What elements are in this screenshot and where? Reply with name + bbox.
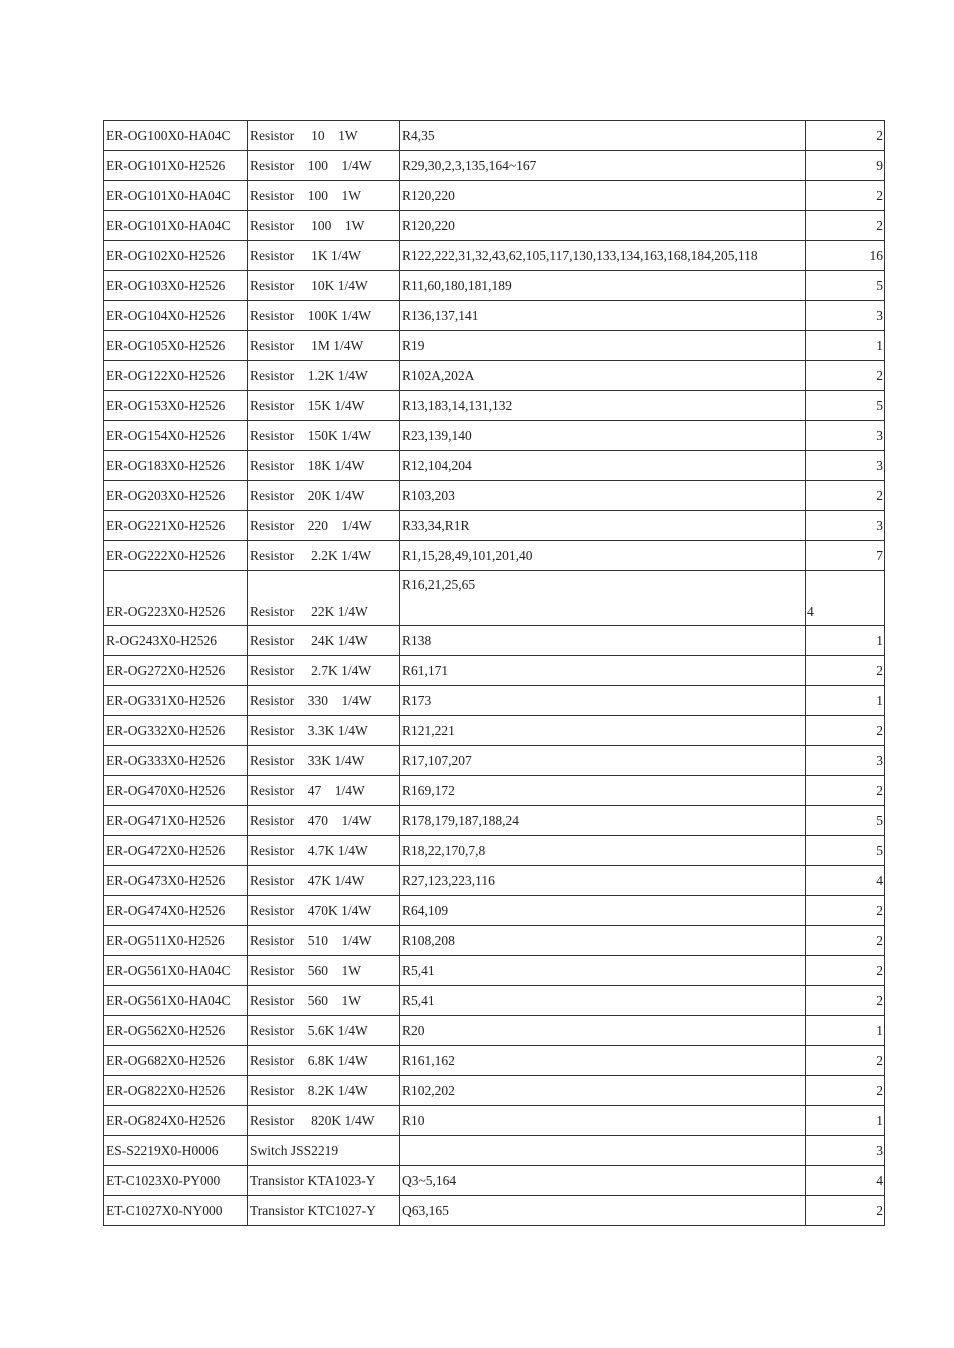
table-row xyxy=(104,1166,885,1196)
reference-designators-cell: R136,137,141 xyxy=(400,301,806,331)
table-row xyxy=(104,241,885,271)
description-cell: Resistor 820K 1/4W xyxy=(248,1106,400,1136)
description-cell: Resistor 10K 1/4W xyxy=(248,271,400,301)
part-number-cell: ER-OG223X0-H2526 xyxy=(104,571,248,626)
quantity-cell: 3 xyxy=(806,451,885,481)
reference-designators-cell: R12,104,204 xyxy=(400,451,806,481)
part-number-cell: ER-OG331X0-H2526 xyxy=(104,686,248,716)
table-row xyxy=(104,1106,885,1136)
part-number-cell: ER-OG472X0-H2526 xyxy=(104,836,248,866)
quantity-cell: 7 xyxy=(806,541,885,571)
quantity-cell: 2 xyxy=(806,956,885,986)
table-row xyxy=(104,331,885,361)
quantity-cell: 3 xyxy=(806,421,885,451)
quantity-cell: 2 xyxy=(806,211,885,241)
quantity-cell: 1 xyxy=(806,1016,885,1046)
table-row xyxy=(104,746,885,776)
table-row xyxy=(104,1016,885,1046)
quantity-cell: 3 xyxy=(806,746,885,776)
table-row xyxy=(104,421,885,451)
table-row xyxy=(104,1046,885,1076)
quantity-cell: 1 xyxy=(806,626,885,656)
table-row xyxy=(104,716,885,746)
part-number-cell: ER-OG561X0-HA04C xyxy=(104,956,248,986)
quantity-cell: 2 xyxy=(806,926,885,956)
description-cell: Resistor 22K 1/4W xyxy=(248,571,400,626)
reference-designators-cell: R27,123,223,116 xyxy=(400,866,806,896)
quantity-cell: 5 xyxy=(806,836,885,866)
parts-list-body xyxy=(104,121,885,1226)
reference-designators-cell: R16,21,25,65 xyxy=(400,571,806,626)
part-number-cell: ET-C1027X0-NY000 xyxy=(104,1196,248,1226)
reference-designators-cell: R102,202 xyxy=(400,1076,806,1106)
part-number-cell: ER-OG222X0-H2526 xyxy=(104,541,248,571)
part-number-cell: ER-OG511X0-H2526 xyxy=(104,926,248,956)
description-cell: Resistor 2.2K 1/4W xyxy=(248,541,400,571)
description-cell: Resistor 510 1/4W xyxy=(248,926,400,956)
table-row xyxy=(104,301,885,331)
quantity-cell: 5 xyxy=(806,806,885,836)
part-number-cell: ES-S2219X0-H0006 xyxy=(104,1136,248,1166)
reference-designators-cell: R19 xyxy=(400,331,806,361)
reference-designators-cell: R61,171 xyxy=(400,656,806,686)
reference-designators-cell: R102A,202A xyxy=(400,361,806,391)
reference-designators-cell: R178,179,187,188,24 xyxy=(400,806,806,836)
table-row xyxy=(104,986,885,1016)
description-cell: Resistor 10 1W xyxy=(248,121,400,151)
description-cell: Resistor 47K 1/4W xyxy=(248,866,400,896)
table-row xyxy=(104,451,885,481)
table-row xyxy=(104,151,885,181)
table-row xyxy=(104,481,885,511)
table-row xyxy=(104,1196,885,1226)
quantity-cell: 2 xyxy=(806,1076,885,1106)
table-row xyxy=(104,511,885,541)
quantity-cell: 2 xyxy=(806,1196,885,1226)
table-row xyxy=(104,896,885,926)
table-row xyxy=(104,866,885,896)
part-number-cell: ER-OG824X0-H2526 xyxy=(104,1106,248,1136)
reference-designators-cell: R4,35 xyxy=(400,121,806,151)
reference-designators-cell xyxy=(400,1136,806,1166)
reference-designators-cell: R11,60,180,181,189 xyxy=(400,271,806,301)
part-number-cell: ER-OG101X0-HA04C xyxy=(104,211,248,241)
description-cell: Resistor 470 1/4W xyxy=(248,806,400,836)
part-number-cell: ER-OG470X0-H2526 xyxy=(104,776,248,806)
part-number-cell: ER-OG272X0-H2526 xyxy=(104,656,248,686)
description-cell: Resistor 6.8K 1/4W xyxy=(248,1046,400,1076)
description-cell: Resistor 5.6K 1/4W xyxy=(248,1016,400,1046)
quantity-cell: 3 xyxy=(806,1136,885,1166)
quantity-cell: 4 xyxy=(806,1166,885,1196)
reference-designators-cell: R122,222,31,32,43,62,105,117,130,133,134,163,168,184,205,118 xyxy=(400,241,806,271)
description-cell: Resistor 20K 1/4W xyxy=(248,481,400,511)
reference-designators-cell: R20 xyxy=(400,1016,806,1046)
table-row xyxy=(104,541,885,571)
quantity-cell: 2 xyxy=(806,986,885,1016)
table-row xyxy=(104,836,885,866)
description-cell: Transistor KTA1023-Y xyxy=(248,1166,400,1196)
quantity-cell: 5 xyxy=(806,271,885,301)
part-number-cell: ER-OG183X0-H2526 xyxy=(104,451,248,481)
description-cell: Resistor 560 1W xyxy=(248,956,400,986)
reference-designators-cell: R1,15,28,49,101,201,40 xyxy=(400,541,806,571)
description-cell: Resistor 8.2K 1/4W xyxy=(248,1076,400,1106)
part-number-cell: ER-OG101X0-H2526 xyxy=(104,151,248,181)
quantity-cell: 2 xyxy=(806,776,885,806)
table-row xyxy=(104,121,885,151)
description-cell: Resistor 100 1W xyxy=(248,211,400,241)
table-row xyxy=(104,361,885,391)
part-number-cell: ER-OG104X0-H2526 xyxy=(104,301,248,331)
part-number-cell: ER-OG153X0-H2526 xyxy=(104,391,248,421)
reference-designators-cell: R103,203 xyxy=(400,481,806,511)
description-cell: Resistor 100 1/4W xyxy=(248,151,400,181)
table-row xyxy=(104,956,885,986)
part-number-cell: ER-OG562X0-H2526 xyxy=(104,1016,248,1046)
quantity-cell: 2 xyxy=(806,181,885,211)
quantity-cell: 1 xyxy=(806,1106,885,1136)
table-row xyxy=(104,806,885,836)
table-row xyxy=(104,656,885,686)
description-cell: Resistor 47 1/4W xyxy=(248,776,400,806)
reference-designators-cell: R64,109 xyxy=(400,896,806,926)
description-cell: Resistor 150K 1/4W xyxy=(248,421,400,451)
reference-designators-cell: R29,30,2,3,135,164~167 xyxy=(400,151,806,181)
reference-designators-cell: R5,41 xyxy=(400,986,806,1016)
table-row xyxy=(104,211,885,241)
table-row xyxy=(104,181,885,211)
part-number-cell: ER-OG471X0-H2526 xyxy=(104,806,248,836)
quantity-cell: 2 xyxy=(806,1046,885,1076)
reference-designators-cell: Q3~5,164 xyxy=(400,1166,806,1196)
quantity-cell: 4 xyxy=(806,571,885,626)
quantity-cell: 2 xyxy=(806,361,885,391)
parts-list-table xyxy=(103,120,885,1226)
description-cell: Resistor 2.7K 1/4W xyxy=(248,656,400,686)
table-row xyxy=(104,571,885,626)
reference-designators-cell: R33,34,R1R xyxy=(400,511,806,541)
description-cell: Resistor 1M 1/4W xyxy=(248,331,400,361)
description-cell: Resistor 4.7K 1/4W xyxy=(248,836,400,866)
quantity-cell: 4 xyxy=(806,866,885,896)
reference-designators-cell: Q63,165 xyxy=(400,1196,806,1226)
table-row xyxy=(104,626,885,656)
description-cell: Resistor 18K 1/4W xyxy=(248,451,400,481)
description-cell: Resistor 1K 1/4W xyxy=(248,241,400,271)
description-cell: Resistor 24K 1/4W xyxy=(248,626,400,656)
reference-designators-cell: R121,221 xyxy=(400,716,806,746)
part-number-cell: ER-OG822X0-H2526 xyxy=(104,1076,248,1106)
quantity-cell: 3 xyxy=(806,511,885,541)
part-number-cell: ER-OG101X0-HA04C xyxy=(104,181,248,211)
description-cell: Resistor 15K 1/4W xyxy=(248,391,400,421)
table-row xyxy=(104,1136,885,1166)
quantity-cell: 16 xyxy=(806,241,885,271)
reference-designators-cell: R10 xyxy=(400,1106,806,1136)
description-cell: Transistor KTC1027-Y xyxy=(248,1196,400,1226)
quantity-cell: 2 xyxy=(806,716,885,746)
quantity-cell: 2 xyxy=(806,121,885,151)
reference-designators-cell: R169,172 xyxy=(400,776,806,806)
table-row xyxy=(104,776,885,806)
reference-designators-cell: R13,183,14,131,132 xyxy=(400,391,806,421)
quantity-cell: 2 xyxy=(806,896,885,926)
part-number-cell: ER-OG682X0-H2526 xyxy=(104,1046,248,1076)
table-row xyxy=(104,271,885,301)
reference-designators-cell: R138 xyxy=(400,626,806,656)
part-number-cell: ER-OG105X0-H2526 xyxy=(104,331,248,361)
part-number-cell: ER-OG221X0-H2526 xyxy=(104,511,248,541)
description-cell: Resistor 33K 1/4W xyxy=(248,746,400,776)
quantity-cell: 1 xyxy=(806,331,885,361)
reference-designators-cell: R18,22,170,7,8 xyxy=(400,836,806,866)
reference-designators-cell: R120,220 xyxy=(400,181,806,211)
reference-designators-cell: R108,208 xyxy=(400,926,806,956)
description-cell: Resistor 1.2K 1/4W xyxy=(248,361,400,391)
quantity-cell: 3 xyxy=(806,301,885,331)
table-row xyxy=(104,926,885,956)
reference-designators-cell: R17,107,207 xyxy=(400,746,806,776)
part-number-cell: ER-OG332X0-H2526 xyxy=(104,716,248,746)
table-row xyxy=(104,686,885,716)
quantity-cell: 1 xyxy=(806,686,885,716)
part-number-cell: ER-OG103X0-H2526 xyxy=(104,271,248,301)
reference-designators-cell: R120,220 xyxy=(400,211,806,241)
description-cell: Resistor 560 1W xyxy=(248,986,400,1016)
quantity-cell: 2 xyxy=(806,656,885,686)
description-cell: Resistor 100 1W xyxy=(248,181,400,211)
description-cell: Resistor 100K 1/4W xyxy=(248,301,400,331)
part-number-cell: ER-OG154X0-H2526 xyxy=(104,421,248,451)
quantity-cell: 5 xyxy=(806,391,885,421)
part-number-cell: ER-OG473X0-H2526 xyxy=(104,866,248,896)
table-row xyxy=(104,1076,885,1106)
part-number-cell: ET-C1023X0-PY000 xyxy=(104,1166,248,1196)
quantity-cell: 2 xyxy=(806,481,885,511)
reference-designators-cell: R23,139,140 xyxy=(400,421,806,451)
part-number-cell: ER-OG333X0-H2526 xyxy=(104,746,248,776)
description-cell: Resistor 220 1/4W xyxy=(248,511,400,541)
part-number-cell: ER-OG561X0-HA04C xyxy=(104,986,248,1016)
part-number-cell: ER-OG203X0-H2526 xyxy=(104,481,248,511)
part-number-cell: ER-OG122X0-H2526 xyxy=(104,361,248,391)
reference-designators-cell: R161,162 xyxy=(400,1046,806,1076)
quantity-cell: 9 xyxy=(806,151,885,181)
description-cell: Switch JSS2219 xyxy=(248,1136,400,1166)
part-number-cell: R-OG243X0-H2526 xyxy=(104,626,248,656)
part-number-cell: ER-OG100X0-HA04C xyxy=(104,121,248,151)
reference-designators-cell: R173 xyxy=(400,686,806,716)
part-number-cell: ER-OG102X0-H2526 xyxy=(104,241,248,271)
part-number-cell: ER-OG474X0-H2526 xyxy=(104,896,248,926)
description-cell: Resistor 330 1/4W xyxy=(248,686,400,716)
table-row xyxy=(104,391,885,421)
description-cell: Resistor 3.3K 1/4W xyxy=(248,716,400,746)
reference-designators-cell: R5,41 xyxy=(400,956,806,986)
description-cell: Resistor 470K 1/4W xyxy=(248,896,400,926)
